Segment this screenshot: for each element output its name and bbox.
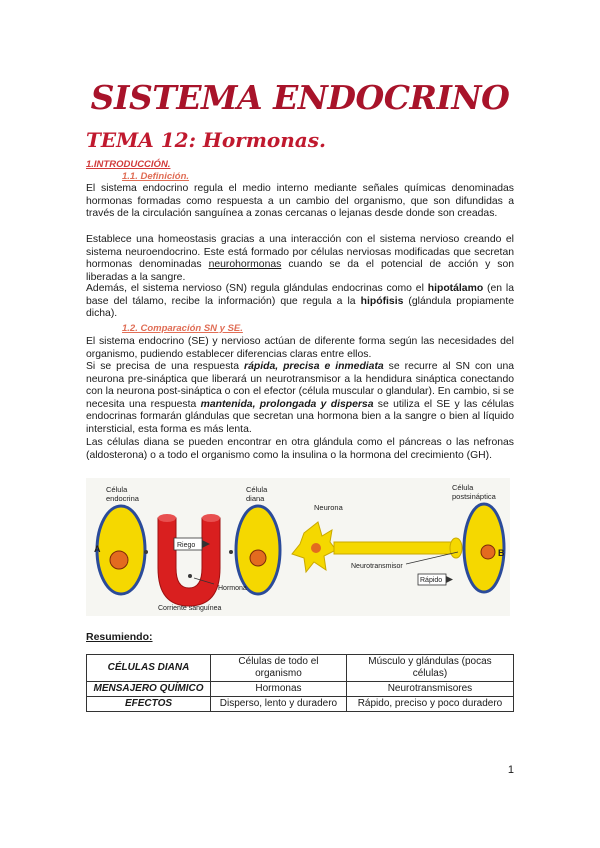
paragraph-celulas-diana: Las células diana se pueden encontrar en otra glándula como el páncreas o las nefronas (aldosterona) o a todo el organismo como la insulina o la hormona del crecimiento (GH). [86, 437, 514, 461]
paragraph-comparacion: El sistema endocrino (SE) y nervioso actúan de diferente forma según las necesidades del organismo, pudiendo establecer diferencias claras entre ellos. [86, 336, 514, 360]
figure-label-a: A [94, 544, 101, 554]
topic-title: TEMA 12: Hormonas. [86, 128, 326, 152]
table-cell-se: Disperso, lento y duradero [211, 697, 347, 712]
table-row [87, 682, 514, 697]
label-celula-endocrina-1: Célula [106, 485, 128, 494]
page-number: 1 [507, 764, 514, 776]
table-cell-se: Células de todo el organismo [211, 655, 347, 682]
subsection-heading-comparacion: 1.2. Comparación SN y SE. [122, 323, 243, 334]
label-neurona: Neurona [314, 503, 343, 512]
label-celula-endocrina-2: endocrina [106, 494, 139, 503]
paragraph-definicion: El sistema endocrino regula el medio interno mediante señales químicas denominadas hormonas formadas como respuesta a un cambio del organismo, que son difundidas a través de la circulación sanguínea a zonas cercanas o lejanas desde donde son creadas. [86, 183, 514, 220]
table-cell-se: Hormonas [211, 682, 347, 697]
section-heading-introduccion: 1.INTRODUCCIÓN. [86, 159, 171, 170]
label-celula-post-2: postsináptica [452, 492, 496, 501]
paragraph-respuesta: Si se precisa de una respuesta rápida, precisa e inmediata se recurre al SN con una neurona pre-sináptica que liberará un neurotransmisor a la hendidura sináptica conectando con la neurona post-sináptica o con el efector (célula muscular o glandular). En cambio, si se necesita una respuesta mantenida, prolongada y dispersa se utiliza el SE y las células endocrinas formarán glándulas que secretan una hormona bien a la sangre o bien al líquido intersticial, esta forma es más lenta. [86, 361, 515, 435]
row-header: EFECTOS [87, 697, 211, 712]
endocrine-vs-nervous-diagram [86, 478, 510, 616]
table-row [87, 697, 514, 712]
table-row [87, 655, 514, 682]
figure-label-b: B [498, 548, 505, 558]
comparison-figure [86, 478, 510, 616]
resumiendo-heading: Resumiendo: [86, 631, 153, 643]
label-rapido: Rápido [420, 577, 443, 584]
label-hormona: Hormona [218, 585, 247, 592]
table-cell-sn: Rápido, preciso y poco duradero [346, 697, 513, 712]
hipofisis-term: hipófisis [360, 295, 404, 307]
page-title: SISTEMA ENDOCRINO [90, 78, 510, 117]
table-cell-sn: Neurotransmisores [346, 682, 513, 697]
label-celula-post-1: Célula [452, 483, 474, 492]
paragraph-homeostasis: Establece una homeostasis gracias a una interacción con el sistema nervioso creando el sistema neuroendocrino. Este está formado por células nerviosas modificadas que secretan hormonas denominadas neurohormonas cuando se da el potencial de acción y son liberadas a la sangre. [86, 234, 514, 283]
table-cell-sn: Músculo y glándulas (pocas células) [346, 655, 513, 682]
label-riego: Riego [177, 542, 196, 549]
label-corriente-sanguinea: Corriente sanguínea [158, 605, 222, 612]
label-celula-diana-1: Célula [246, 485, 268, 494]
summary-table [86, 654, 514, 712]
neurohormonas-term: neurohormonas [208, 259, 282, 271]
label-celula-diana-2: diana [246, 494, 265, 503]
label-neurotransmisor: Neurotransmisor [351, 563, 403, 570]
row-header: MENSAJERO QUÍMICO [87, 682, 211, 697]
hipotalamo-term: hipotálamo [427, 283, 484, 294]
row-header: CÉLULAS DIANA [87, 655, 211, 682]
paragraph-sistema-nervioso: Además, el sistema nervioso (SN) regula glándulas endocrinas como el hipotálamo (en la base del tálamo, recibe la información) que regula a la hipófisis (glándula propiamente dicha). [86, 283, 514, 320]
subsection-heading-definicion: 1.1. Definición. [122, 171, 190, 182]
